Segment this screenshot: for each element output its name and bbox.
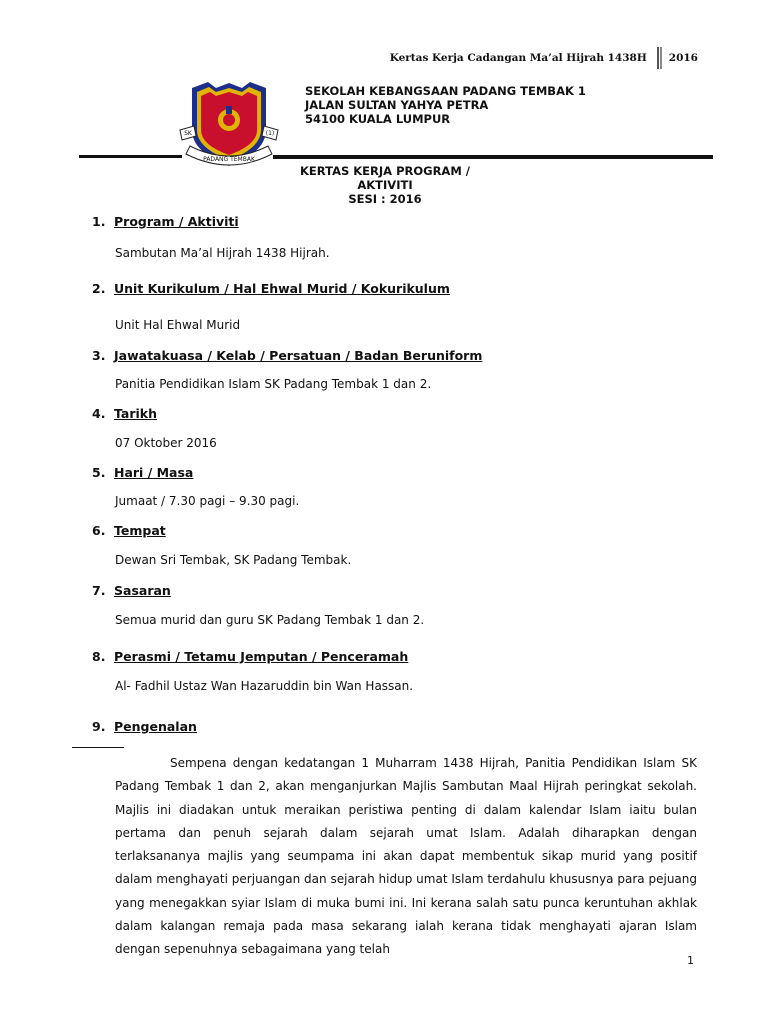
section-body: Dewan Sri Tembak, SK Padang Tembak. [115,553,352,567]
header-year: 2016 [668,52,698,64]
section-label: Hari / Masa [114,465,194,480]
section-body: Sambutan Ma’al Hijrah 1438 Hijrah. [115,246,330,260]
section-heading [92,406,157,421]
section-number: 7. [92,583,106,598]
section-body: 07 Oktober 2016 [115,436,217,450]
section-number: 2. [92,281,106,296]
paragraph-rule [72,747,124,748]
section-number: 5. [92,465,106,480]
section-heading [92,649,408,664]
section-heading [92,523,166,538]
section-heading [92,348,482,363]
section-label: Sasaran [114,583,171,598]
section-heading [92,465,193,480]
crest-initial-right: (1) [265,130,275,137]
header-rule-left [79,155,182,158]
school-city: 54100 KUALA LUMPUR [305,112,451,126]
section-heading [92,719,197,734]
section-number: 6. [92,523,106,538]
section-number: 1. [92,214,106,229]
section-heading [92,583,171,598]
section-body: Jumaat / 7.30 pagi – 9.30 pagi. [115,494,300,508]
section-label: Unit Kurikulum / Hal Ehwal Murid / Kokurikulum [114,281,450,296]
school-street: JALAN SULTAN YAHYA PETRA [305,98,489,112]
section-body: Semua murid dan guru SK Padang Tembak 1 dan 2. [115,613,425,627]
section-heading [92,214,239,229]
header-separator [657,47,659,69]
section-body: Unit Hal Ehwal Murid [115,318,241,332]
section-label: Tarikh [114,406,158,421]
section-label: Program / Aktiviti [114,214,239,229]
school-name: SEKOLAH KEBANGSAAN PADANG TEMBAK 1 [305,84,586,98]
document-title [275,164,495,206]
crest-initial-left: SK [184,130,192,137]
intro-paragraph: Sempena dengan kedatangan 1 Muharram 1438 Hijrah, Panitia Pendidikan Islam SK Padang Tembak 1 dan 2, akan menganjurkan Majlis Sambutan Maal Hijrah peringkat sekolah. Majlis ini diadakan untuk meraikan peristiwa penting di dalam kalendar Islam iaitu bulan pertama dan penuh sejarah dalam sejarah umat Islam. Adalah diharapkan dengan terlaksananya majlis yang seumpama ini akan dapat membentuk sikap murid yang positif dalam menghayati perjuangan dan sejarah hidup umat Islam terdahulu khususnya para pejuang yang menegakkan syiar Islam di muka bumi ini. Ini kerana salah satu punca keruntuhan akhlak dalam kalangan remaja pada masa sekarang ialah kerana tidak menghayati ajaran Islam dengan sepenuhnya sebagaimana yang telah [115,756,697,957]
section-label: Perasmi / Tetamu Jemputan / Penceramah [114,649,409,664]
section-number: 3. [92,348,106,363]
section-label: Jawatakuasa / Kelab / Persatuan / Badan Beruniform [114,348,483,363]
header-title: Kertas Kerja Cadangan Ma’al Hijrah 1438H [389,52,647,64]
section-body: Panitia Pendidikan Islam SK Padang Tembak 1 dan 2. [115,377,432,391]
page-number: 1 [687,954,694,967]
document-title-line2: SESI : 2016 [348,192,422,206]
section-number: 9. [92,719,106,734]
section-number: 8. [92,649,106,664]
section-label: Pengenalan [114,719,197,734]
school-address-block [305,84,586,126]
section-body: Al- Fadhil Ustaz Wan Hazaruddin bin Wan Hassan. [115,679,414,693]
school-crest-icon [178,80,280,172]
section-heading [92,281,450,296]
crest-scroll-text: PADANG TEMBAK [203,156,255,163]
header-rule-right [273,155,713,159]
section-number: 4. [92,406,106,421]
section-label: Tempat [114,523,166,538]
document-title-line1: KERTAS KERJA PROGRAM / AKTIVITI [300,164,470,192]
running-header [390,47,698,69]
